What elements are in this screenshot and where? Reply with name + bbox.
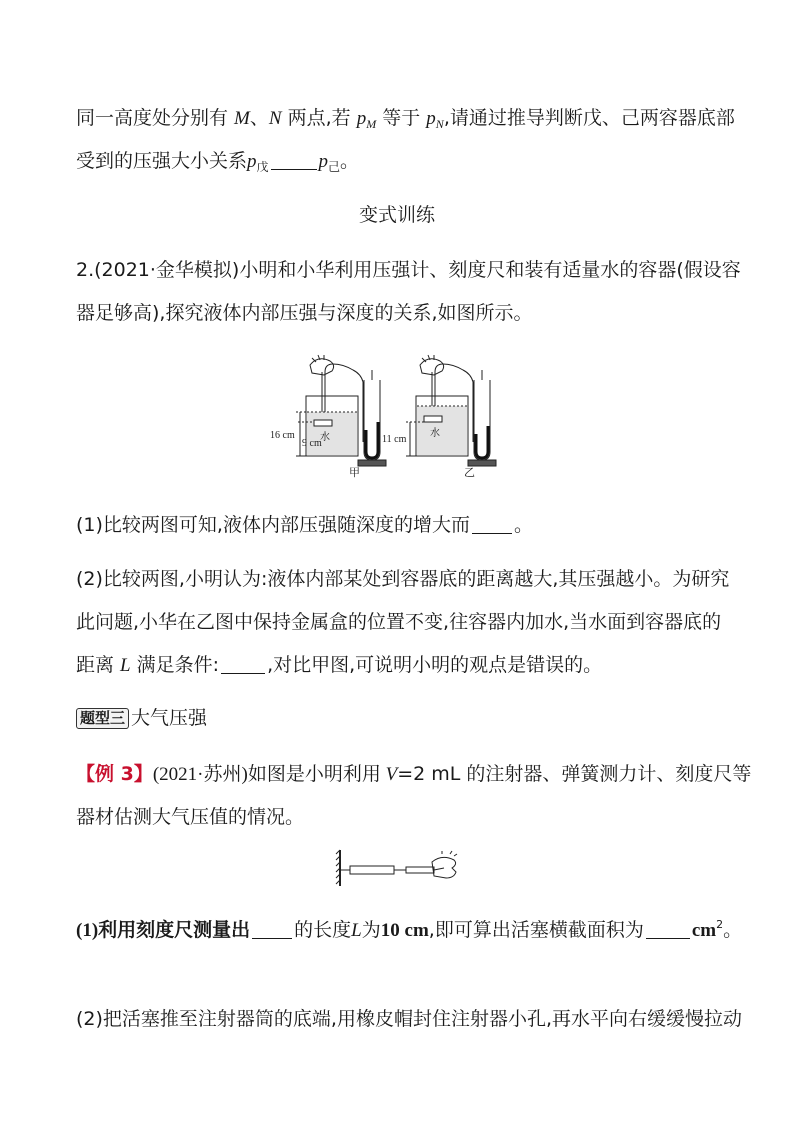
pressure-symbol: p	[356, 108, 367, 129]
label-16cm: 16 cm	[270, 430, 295, 441]
text: =2 mL 的注射器、弹簧测力计、刻度尺等	[397, 763, 752, 785]
hand-icon	[432, 857, 456, 878]
text: 受到的压强大小关系	[76, 150, 248, 172]
text: 为	[361, 919, 381, 941]
topic-badge: 题型三	[76, 708, 129, 729]
pressure-gauge-figure	[270, 350, 526, 480]
ex3-q2: (2)把活塞推至注射器筒的底端,用橡皮帽封住注射器小孔,再水平向右缓缓慢拉动	[76, 1008, 742, 1030]
subscript: 戊	[256, 160, 269, 174]
stand	[468, 460, 496, 466]
answer-blank[interactable]	[472, 515, 512, 534]
caption-jia: 甲	[349, 467, 360, 479]
text: ,即可算出活塞横截面积为	[428, 919, 644, 941]
text: 。	[723, 919, 743, 941]
length-symbol: L	[351, 920, 362, 941]
text: ,对比甲图,可说明小明的观点是错误的。	[267, 654, 603, 676]
subscript: N	[435, 117, 444, 131]
pressure-symbol: p	[426, 108, 436, 129]
point-m: M	[234, 108, 250, 129]
q2-sub2-line-3	[76, 653, 602, 678]
subscript: 己	[328, 160, 341, 174]
metal-box	[424, 416, 442, 422]
length-value: 10 cm	[380, 920, 429, 941]
label-9cm: 9 cm	[302, 438, 322, 449]
text: 的长度	[294, 919, 352, 941]
syringe-barrel	[350, 866, 394, 874]
length-symbol: L	[120, 655, 131, 676]
u-tube-liquid	[476, 426, 488, 458]
caption-yi: 乙	[464, 467, 475, 479]
topic-title: 大气压强	[131, 707, 208, 729]
superscript: 2	[716, 918, 724, 931]
q2-line-1: 2.(2021·金华模拟)小明和小华利用压强计、刻度尺和装有适量水的容器(假设容	[76, 259, 741, 281]
ex3-q1	[76, 913, 742, 943]
text: (1)利用刻度尺测量出	[76, 920, 251, 941]
water-label-b: 水	[430, 428, 440, 439]
unit: cm	[691, 920, 717, 941]
text: 同一高度处分别有	[76, 107, 235, 129]
subscript: M	[366, 117, 377, 131]
answer-blank[interactable]	[646, 920, 690, 939]
text: 两点,若	[281, 107, 357, 129]
text: 、	[249, 107, 269, 129]
syringe-figure	[334, 848, 462, 888]
text: 满足条件:	[130, 654, 220, 676]
text: 距离	[76, 654, 121, 676]
ex3-line-2: 器材估测大气压值的情况。	[76, 806, 305, 828]
spring-scale	[406, 867, 434, 873]
intro-line-1	[76, 106, 735, 136]
water-label-a: 水	[320, 432, 330, 443]
pressure-symbol: p	[318, 151, 329, 172]
example-tag: 【例 3】	[76, 763, 153, 785]
answer-blank[interactable]	[252, 920, 292, 939]
q2-sub2-line-2: 此问题,小华在乙图中保持金属盒的位置不变,往容器内加水,当水面到容器底的	[76, 611, 722, 633]
answer-blank[interactable]	[221, 655, 265, 674]
text: (2021·苏州)如图是小明利用	[152, 764, 386, 785]
text: (1)比较两图可知,液体内部压强随深度的增大而	[76, 514, 470, 536]
u-tube-liquid	[366, 422, 378, 458]
label-11cm: 11 cm	[382, 434, 407, 445]
text: ,请通过推导判断戊、己两容器底部	[443, 107, 735, 129]
ex3-line-1	[76, 762, 751, 787]
section-title: 变式训练	[358, 204, 435, 226]
q2-sub2-line-1: (2)比较两图,小明认为:液体内部某处到容器底的距离越大,其压强越小。为研究	[76, 568, 730, 590]
volume-symbol: V	[385, 764, 398, 785]
text: 等于	[376, 107, 427, 129]
topic-heading	[76, 706, 207, 730]
pressure-symbol: p	[247, 151, 257, 172]
metal-box	[314, 420, 332, 426]
point-n: N	[268, 108, 282, 129]
answer-blank[interactable]	[271, 151, 317, 170]
q2-line-2: 器足够高),探究液体内部压强与深度的关系,如图所示。	[76, 302, 533, 324]
text: 。	[340, 150, 360, 172]
intro-line-2	[76, 149, 359, 179]
water	[417, 406, 467, 455]
text: 。	[513, 514, 533, 536]
q2-sub1	[76, 513, 533, 537]
stand	[358, 460, 386, 466]
